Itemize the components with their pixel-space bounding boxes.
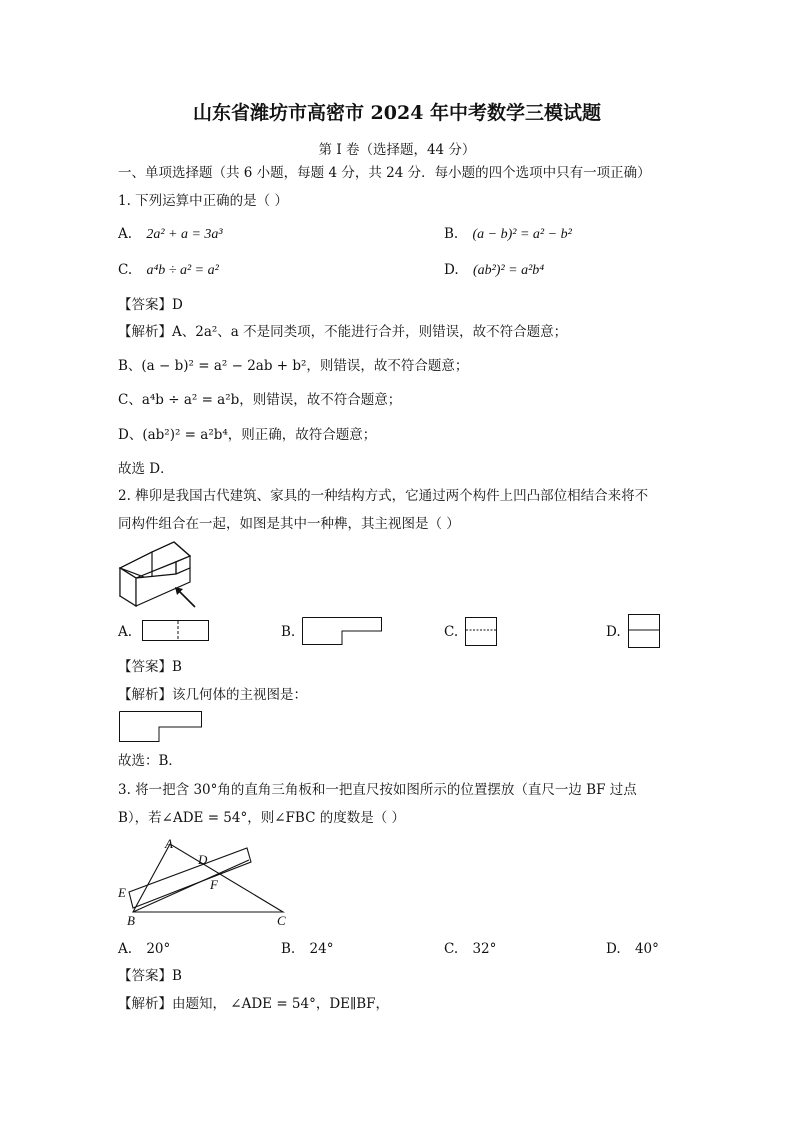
q3-option-b-value: 24°: [309, 941, 334, 957]
q3-option-a-label: A.: [118, 941, 133, 957]
question-1-stem: 1. 下列运算中正确的是（ ）: [118, 193, 288, 209]
q1-option-b-label: B.: [444, 226, 459, 242]
q3-option-b: [281, 941, 333, 957]
point-label-a: A: [165, 836, 173, 851]
q2-option-c-label: C.: [444, 624, 459, 640]
q2-option-a-figure: [142, 620, 210, 642]
view-direction-arrow: [172, 584, 198, 610]
q2-option-c-figure: [465, 617, 499, 647]
point-label-d: D: [198, 852, 208, 867]
q3-option-d-label: D.: [606, 941, 621, 957]
q1-analysis-line: 【解析】A、2a²、a 不是同类项，不能进行合并，则错误，故不符合题意；: [118, 324, 568, 340]
question-2-stem: 2. 榫卯是我国古代建筑、家具的一种结构方式，它通过两个构件上凹凸部位相结合来将不: [118, 488, 649, 504]
q2-answer: 【答案】B: [118, 659, 182, 675]
q2-analysis: 【解析】该几何体的主视图是：: [118, 687, 307, 703]
paper-section-heading: 第 I 卷（选择题，44 分）: [318, 142, 476, 158]
page-title: 山东省潍坊市高密市 2024 年中考数学三模试题: [192, 102, 602, 124]
q1-option-a: [118, 226, 223, 243]
q1-option-b-expr: (a − b)² = a² − b²: [472, 227, 572, 242]
question-3-stem: B），若∠ADE = 54°，则∠FBC 的度数是（ ）: [118, 810, 405, 826]
triangle-ruler-figure: [115, 832, 295, 932]
q3-option-c-label: C.: [444, 941, 459, 957]
q3-option-c: [444, 941, 496, 957]
q3-answer: 【答案】B: [118, 968, 182, 984]
q2-option-b-label: B.: [281, 624, 296, 640]
q3-option-d-value: 40°: [634, 941, 659, 957]
q1-option-d: [444, 262, 544, 279]
section-heading: 一、单项选择题（共 6 小题，每题 4 分，共 24 分．每小题的四个选项中只有一项正确）: [118, 165, 651, 181]
q3-option-a-value: 20°: [146, 941, 171, 957]
point-label-c: C: [277, 913, 286, 928]
q2-option-b-figure: [302, 617, 384, 647]
q1-conclusion: 故选 D．: [118, 461, 174, 477]
q1-option-a-label: A.: [118, 226, 133, 242]
q1-option-d-expr: (ab²)² = a²b⁴: [472, 263, 545, 278]
q1-option-b: [444, 226, 572, 243]
q1-answer: 【答案】D: [118, 297, 183, 313]
q1-option-c-expr: a⁴b ÷ a² = a²: [146, 263, 219, 278]
q2-front-view-figure: [119, 711, 205, 743]
question-2-stem: 同构件组合在一起，如图是其中一种榫，其主视图是（ ）: [118, 516, 460, 532]
q3-option-b-label: B.: [281, 941, 296, 957]
q1-option-c: [118, 262, 219, 279]
q3-option-a: [118, 941, 170, 957]
point-label-f: F: [210, 877, 218, 892]
q1-option-c-label: C.: [118, 262, 133, 278]
q2-option-d-figure: [628, 614, 662, 650]
question-3-stem: 3. 将一把含 30°角的直角三角板和一把直尺按如图所示的位置摆放（直尺一边 BF 过点: [118, 782, 637, 798]
q1-analysis-line: B、(a − b)² = a² − 2ab + b²，则错误，故不符合题意；: [118, 358, 469, 374]
point-label-b: B: [127, 913, 135, 928]
point-label-e: E: [118, 885, 126, 900]
q3-option-c-value: 32°: [472, 941, 497, 957]
q1-analysis-line: C、a⁴b ÷ a² = a²b，则错误，故不符合题意；: [118, 392, 402, 408]
q1-analysis-line: D、(ab²)² = a²b⁴，则正确，故符合题意；: [118, 427, 377, 443]
q3-analysis: 【解析】由题知， ∠ADE = 54°，DE∥BF，: [118, 996, 390, 1012]
q2-option-a-label: A.: [118, 624, 133, 640]
q1-option-d-label: D.: [444, 262, 459, 278]
q2-option-d-label: D.: [606, 624, 621, 640]
q1-option-a-expr: 2a² + a = 3a³: [146, 227, 223, 242]
q3-option-d: [606, 941, 659, 957]
q2-conclusion: 故选：B．: [118, 753, 182, 769]
